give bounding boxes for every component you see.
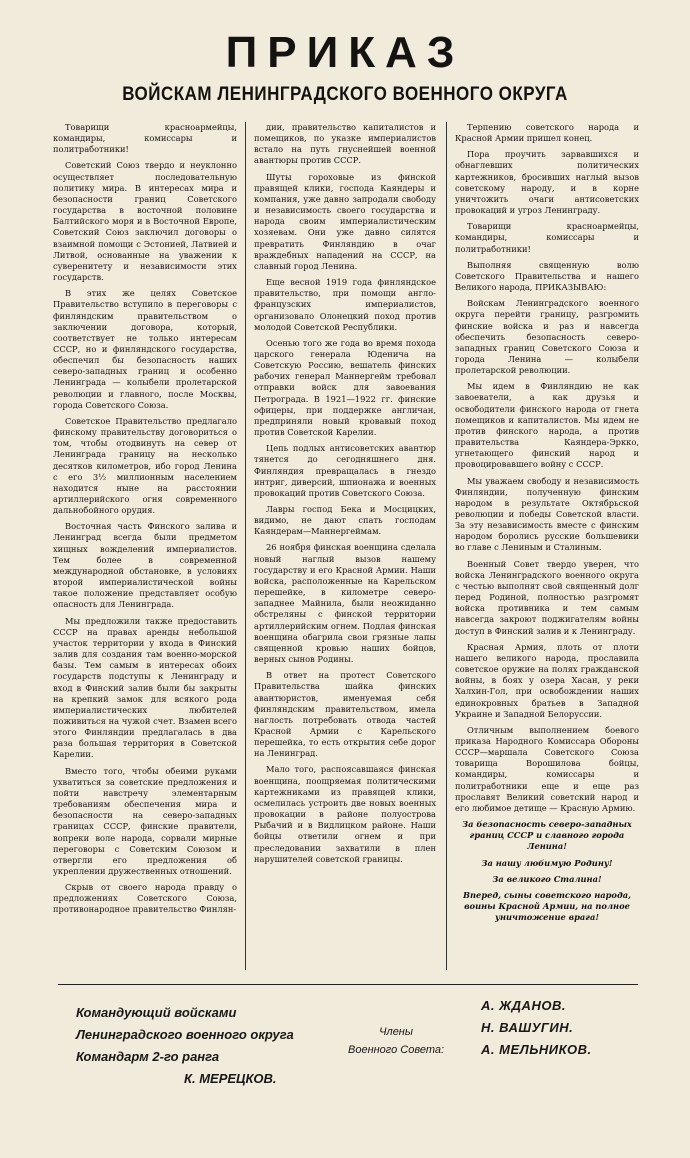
paragraph: Осенью того же года во время похода царского генерала Юденича на Советскую Россию, вешатель финских рабочих генерал Маннергейм требовал отправки войск для завоевания Петрограда. В 1921—1922 гг. финские офицеры, при поддержке англичан, предприняли новый кровавый поход против Советской Карелии. [254,337,436,438]
commander-signature [76,1002,294,1090]
council-label-line: Военного Совета: [348,1044,445,1056]
paragraph: Советский Союз твердо и неуклонно осуществляет последовательную политику мира. В интересах мира и безопасности границ Советского государства в восточной половине Балтийского моря и в Восточной Европе, Советский Союз заключил договоры о взаимной помощи с Эстонией, Латвией и Литвой, основанные на уважении к суверенитету и независимости этих государств. [53,160,237,283]
paragraph: Восточная часть Финского залива и Ленинград всегда были предметом хищных вожделений империалистов. Тем более в современной международной обстановке, в условиях второй империалистической войны такое положение представляет особую опасность для Ленинграда. [53,521,237,610]
signature-divider [58,984,638,985]
paragraph: Войскам Ленинградского военного округа перейти границу, разгромить финские войска и раз и навсегда обеспечить безопасность северо-западных границ Советского Союза и города Ленина — колыбели пролетарской революции. [455,298,639,376]
slogan: За нашу любимую Родину! [481,857,613,868]
commander-title-line: Командарм 2-го ранга [76,1049,220,1064]
paragraph: Военный Совет твердо уверен, что войска Ленинградского военного округа с честью выполнят свой священный долг перед Родиной, полностью разгромят войска противника и тем самым навсегда закроют поджигателям войны доступ в Финский залив и к Ленинграду. [455,558,639,636]
commander-title-line: Ленинградского военного округа [76,1027,294,1042]
paragraph: Еще весной 1919 года финляндское правительство, при помощи англо-французских империалистов, организовало Олонецкий поход против молодой Советской Республики. [254,277,436,332]
paragraph: Скрыв от своего народа правду о предложениях Советского Союза, противонародное правительство Финлян- [53,882,237,915]
paragraph: Мы идем в Финляндию не как завоеватели, а как друзья и освободители финского народа от гнета помещиков и капиталистов. Мы идем не против финского народа, а против правительства Каяндера-Эркко, угнетающего финский народ и провоцировавшего войну с СССР. [455,381,639,470]
paragraph: Вместо того, чтобы обеими руками ухватиться за советские предложения и пойти навстречу элементарным требованиям обеспечения мира и безопасности на северо-западных границах СССР, финские правители, вопреки воле народа, сорвали мирные переговоры с Советским Союзом и отвергли его предложения об укреплении дружественных отношений. [53,765,237,876]
council-label-line: Члены [379,1026,413,1038]
commander-title-line: Командующий войсками [76,1005,237,1020]
slogan: За безопасность северо-западных границ СССР и славного города Ленина! [462,819,632,852]
paragraph: Цепь подлых антисоветских авантюр тянется до сегодняшнего дня. Финляндия превращалась в гнездо интриг, диверсий, шпионажа и военных провокаций против Советского Союза. [254,443,436,498]
column-divider [245,122,246,970]
column-divider [446,122,447,970]
paragraph: Лавры господ Бека и Мосцицких, видимо, не дают спать господам Каяндерам—Маннергеймам. [254,504,436,537]
paragraph: Мы предложили также предоставить СССР на правах аренды небольшой участок территории у входа в Финский залив для создания там военно-морской базы. Тем самым в интересах обоих государств подступы к Ленинграду и вход в Финский залив были бы закрыты на крепкий замок для всякого рода империалистических любителей поживиться на чужой счет. Взамен всего этого Финляндии предлагалась в два раза большая территория в Советской Карелии. [53,615,237,760]
paragraph: Отличным выполнением боевого приказа Народного Комиссара Обороны СССР—маршала Советского Союза товарища Ворошилова бойцы, командиры, комиссары и политработники еще и еще раз прославят Великий советский народ и его любимое детище — Красную Армию. [455,724,639,813]
text-column-2 [254,122,436,980]
paragraph: Красная Армия, плоть от плоти нашего великого народа, прославила советское оружие на полях гражданской войны, в боях у озера Хасан, у реки Халхин-Гол, при освобождении наших единокровных братьев в Западной Украине и Западной Белоруссии. [455,641,639,719]
paragraph: Терпению советского народа и Красной Армии пришел конец. [455,122,639,144]
slogan: За великого Сталина! [492,873,602,884]
military-council-label [348,1023,444,1059]
slogan: Вперед, сыны советского народа, воины Красной Армии, на полное уничтожение врага! [463,889,631,923]
council-members [481,995,592,1061]
paragraph: 26 ноября финская военщина сделала новый наглый вызов нашему государству и его Красной Армии. Наши войска, расположенные на Карельском перешейке, в километре северо-западнее Майнила, были неожиданно обстреляны с финской территории артиллерийским огнем. Подлая финская военщина обагрила свои грязные лапы священной кровью наших бойцов, верных сынов Родины. [254,542,436,665]
paragraph: Шуты гороховые из финской правящей клики, господа Каяндеры и компания, уже давно запродали свободу и независимость своего государства и народа своим империалистическим хозяевам. Они уже давно силятся превратить Финляндию в очаг враждебных нападений на СССР, на славный город Ленина. [254,171,436,271]
paragraph: Мало того, распоясавшаяся финская военщина, поощряемая политическими картежниками из правящей клики, осмелилась устроить две новых военных провокации в районе полуострова Рыбачий и в Видлицком районе. Наши бойцы ответили огнем и при преследовании захватили в плен нарушителей советской границы. [254,764,436,864]
paragraph: дии, правительство капиталистов и помещиков, по указке империалистов встало на путь гнуснейшей военной авантюры против СССР. [254,122,436,166]
paragraph: Товарищи красноармейцы, командиры, комиссары и политработники! [53,122,237,155]
paragraph: Мы уважаем свободу и независимость Финляндии, полученную финским народом в результате Октябрьской революции и победы Советской власти. За эту независимость вместе с финским народом боролись русские большевики во главе с Лениным и Сталиным. [455,475,639,553]
paragraph: Товарищи красноармейцы, командиры, комиссары и политработники! [455,221,639,254]
paragraph: Пора проучить зарвавшихся и обнаглевших политических картежников, бросивших наглый вызов советскому народу, и в корне уничтожить очаги антисоветских провокаций и угроз Ленинграду. [455,149,639,216]
council-member-name: Н. ВАШУГИН. [481,1020,574,1035]
paragraph: Выполняя священную волю Советского Правительства и нашего Великого народа, ПРИКАЗЫВАЮ: [455,259,639,293]
page-title: ПРИКАЗ [225,28,465,77]
paragraph: В этих же целях Советское Правительство вступило в переговоры с финляндским правительством о заключении договора, который, соответствует не только интересам СССР, но и финляндского государства, обеспечил бы безопасность наших северо-западных границ и особенно Ленинграда — колыбели пролетарской революции и главного, после Москвы, города Советского Союза. [53,288,237,410]
council-member-name: А. ЖДАНОВ. [481,998,566,1013]
text-column-1 [53,122,237,980]
paragraph: В ответ на протест Советского Правительства шайка финских авантюристов, именуемая себя финляндским правительством, имела наглость потребовать отвода частей Красной Армии с Карельского перешейка, то есть открытия себе дорог на Ленинград. [254,670,436,759]
text-column-3 [455,122,639,980]
page-subtitle: ВОЙСКАМ ЛЕНИНГРАДСКОГО ВОЕННОГО ОКРУГА [122,82,568,105]
paragraph: Советское Правительство предлагало финскому правительству договориться о том, чтобы отодвинуть на север от Ленинграда границу на несколько десятков километров, ибо город Ленина с его 3½ миллионным населением находится ныне на расстоянии артиллерийского огня современного дальнобойного орудия. [53,415,237,516]
council-member-name: А. МЕЛЬНИКОВ. [481,1042,592,1057]
commander-name: К. МЕРЕЦКОВ. [184,1071,277,1086]
